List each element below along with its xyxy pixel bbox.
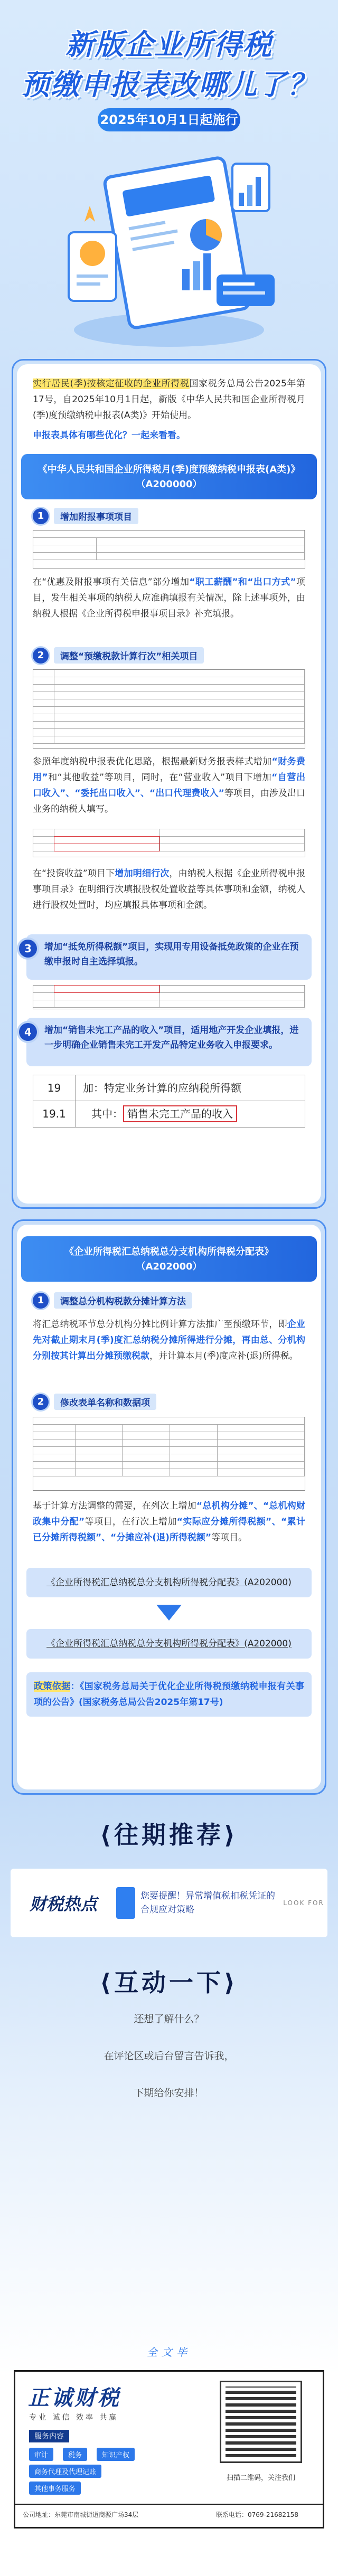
table-line-items xyxy=(33,1075,305,1128)
section-b-step-1 xyxy=(33,1292,192,1309)
bracket-left-icon: ⟨ xyxy=(99,1968,114,1997)
qr-code[interactable] xyxy=(221,2382,301,2461)
table-thumbnail-1 xyxy=(33,530,305,569)
arrow-down-icon xyxy=(156,1605,182,1621)
step-label: 修改表单名称和数据项 xyxy=(54,1394,156,1410)
step-number: 1 xyxy=(33,1293,49,1309)
past-recommendations-title: ⟨往期推荐⟩ xyxy=(99,1821,239,1849)
callout-number: 3 xyxy=(19,940,37,958)
company-phone: 联系电话：0769-21682158 xyxy=(216,2511,298,2518)
bracket-left-icon: ⟨ xyxy=(99,1821,114,1849)
hero-section xyxy=(0,0,338,364)
service-tag: 税务 xyxy=(63,2448,87,2461)
past-article-card[interactable] xyxy=(11,1869,327,1937)
step-number: 2 xyxy=(33,1394,49,1410)
step-label: 调整“预缴税款计算行次”相关项目 xyxy=(54,647,204,664)
company-address: 公司地址：东莞市南城街道商源广场34层 xyxy=(23,2511,139,2518)
reference-new-table xyxy=(26,1629,312,1659)
callout-3 xyxy=(26,934,312,980)
step-number: 2 xyxy=(33,648,49,664)
reference-old-table xyxy=(26,1568,312,1597)
section-b-paragraph-1: 将汇总纳税环节总分机构分摊比例计算方法推广至预缴环节，即企业先对截止期末月(季)度汇总纳税分摊所得进行分摊，再由总、分机构分别按其计算出分摊预缴税款，并计算本月(季)度应补(退)所得税。 xyxy=(33,1319,306,1361)
row-number: 19 xyxy=(33,1075,76,1101)
policy-basis xyxy=(26,1672,312,1717)
bracket-right-icon: ⟩ xyxy=(224,1968,239,1997)
section-a-step-1 xyxy=(33,508,138,524)
section-b-paragraph-2: 基于计算方法调整的需要，在列次上增加“总机构分摊”、“总机构财政集中分配”等项目，在行次上增加“实际应分摊所得税额”、“累计已分摊所得税额”、“分摊应补(退)所得税额”等项目。 xyxy=(33,1501,305,1543)
step-label: 调整总分机构税款分摊计算方法 xyxy=(54,1292,192,1309)
interact-line-3: 下期给你安排！ xyxy=(134,2087,204,2099)
past-article-title[interactable]: 您要提醒！异常增值税扣税凭证的合规应对策略 xyxy=(140,1891,275,1915)
section-a-title: 《中华人民共和国企业所得税月(季)度预缴纳税申报表(A类)》 xyxy=(37,464,301,475)
table-row-19-1 xyxy=(33,1101,305,1127)
service-tag: 审计 xyxy=(29,2448,53,2461)
end-text: 全文毕 xyxy=(147,2346,191,2359)
intro-ref: 国家税务总局公告2025年第17号 xyxy=(33,378,306,405)
section-b-step-2 xyxy=(33,1394,156,1410)
policy-label: 政策依据 xyxy=(34,1681,71,1692)
callout-4 xyxy=(26,1018,312,1066)
row-text-cell xyxy=(76,1101,305,1127)
policy-text: ：《国家税务总局关于优化企业所得税预缴纳税申报有关事项的公告》(国家税务总局公告2025年第17号) xyxy=(34,1681,305,1708)
intro-highlight: 实行居民(季)按核定征收的企业所得税 xyxy=(33,378,190,389)
hero-illustration xyxy=(58,143,280,354)
look-for-label: LOOK FOR xyxy=(283,1899,324,1907)
end-marker xyxy=(0,2344,338,2359)
table-thumbnail-4 xyxy=(33,985,305,1009)
bracket-right-icon: ⟩ xyxy=(224,1821,239,1849)
interact-line-1: 还想了解什么？ xyxy=(134,2013,204,2025)
section-a-paragraph-2: 在“优惠及附报事项有关信息”部分增加“职工薪酬”和“出口方式”项目，发生相关事项的纳税人应准确填报有关情况，除上述事项外，由纳税人根据《企业所得税申报事项目录》补充填报。 xyxy=(33,577,306,619)
section-a-step-2 xyxy=(33,647,204,664)
reference-new-text: 《企业所得税汇总纳税总分支机构所得税分配表》(A202000) xyxy=(46,1639,292,1649)
footer-card xyxy=(14,2370,324,2528)
services-label: 服务内容 xyxy=(29,2430,69,2442)
interact-line-2: 在评论区或后台留言告诉我， xyxy=(104,2050,234,2062)
row-prefix: 其中： xyxy=(91,1107,123,1120)
hero-title-line1: 新版企业所得税 xyxy=(65,28,273,61)
row-text: 加：特定业务计算的应纳税所得额 xyxy=(83,1082,241,1094)
effective-date-pill: 2025年10月1日起施行 xyxy=(98,108,240,131)
section-b-banner xyxy=(21,1236,317,1282)
service-tag: 知识产权 xyxy=(97,2448,135,2461)
past-card-thumb xyxy=(116,1887,135,1919)
interact-title: ⟨互动一下⟩ xyxy=(99,1968,239,1997)
brand-slogan: 专业 诚信 效率 共赢 xyxy=(29,2413,119,2422)
table-thumbnail-2 xyxy=(33,669,305,749)
section-a-paragraph-3: 参照年度纳税申报表优化思路，根据最新财务报表样式增加“财务费用”和“其他收益”等项目，同时，在“营业收入”项目下增加“自营出口收入”、“委托出口收入”、“出口代理费收入”等项目，由涉及出口业务的纳税人填写。 xyxy=(33,756,305,815)
table-thumbnail-5 xyxy=(33,1417,305,1491)
footer-divider xyxy=(15,2504,323,2505)
hero-title-line2: 预缴申报表改哪儿了？ xyxy=(21,68,317,101)
section-b-title: 《企业所得税汇总纳税总分支机构所得税分配表》 xyxy=(64,1246,274,1257)
callout-text: 增加“销售未完工产品的收入”项目，适用地产开发企业填报，进一步明确企业销售未完工开发产品特定业务收入申报要求。 xyxy=(44,1025,299,1050)
table-thumbnail-3 xyxy=(33,829,305,857)
section-a-code: （A200000） xyxy=(136,479,202,490)
intro-paragraph xyxy=(33,376,305,423)
qr-label: 扫描二维码，关注我们 xyxy=(226,2474,295,2482)
intro-rest: ，自2025年10月1日起，新版《中华人民共和国企业所得税月(季)度预缴纳税申报表(A类)》开始使用。 xyxy=(33,394,305,421)
intro-question: 申报表具体有哪些优化？一起来看看。 xyxy=(33,430,185,441)
section-b-code: （A202000） xyxy=(136,1261,202,1272)
section-a-banner xyxy=(21,454,317,499)
row-number: 19.1 xyxy=(33,1101,76,1127)
table-row-19 xyxy=(33,1075,305,1101)
step-label: 增加附报事项项目 xyxy=(54,508,138,524)
callout-number: 4 xyxy=(19,1023,37,1041)
service-tag: 其他事务服务 xyxy=(29,2482,81,2495)
step-number: 1 xyxy=(33,508,49,524)
service-tag: 商务代理及代理记账 xyxy=(29,2465,101,2478)
section-a-paragraph-4: 在“投资收益”项目下增加明细行次，由纳税人根据《企业所得税申报事项目录》在明细行次填报股权处置收益等具体事项和金额，纳税人进行股权处置时，均应填报具体事项和金额。 xyxy=(33,868,305,911)
past-card-label: 财税热点 xyxy=(29,1894,97,1914)
row-text-boxed: 销售未完工产品的收入 xyxy=(123,1105,237,1122)
reference-old-text: 《企业所得税汇总纳税总分支机构所得税分配表》(A202000) xyxy=(46,1577,292,1588)
callout-text: 增加“抵免所得税额”项目，实现用专用设备抵免政策的企业在预缴申报时自主选择填报。 xyxy=(44,942,299,967)
brand-name: 正诚财税 xyxy=(28,2386,121,2410)
